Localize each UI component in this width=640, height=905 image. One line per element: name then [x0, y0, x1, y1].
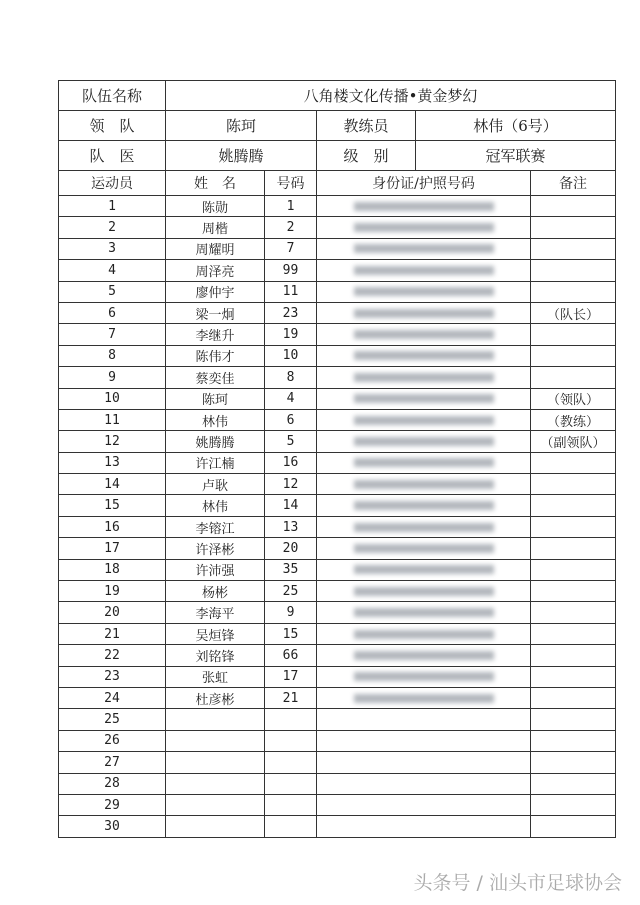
- blurred-id: [354, 458, 494, 467]
- id-number-redacted: [317, 645, 531, 666]
- player-name: [166, 773, 265, 794]
- player-number: 4: [265, 388, 317, 409]
- id-number-redacted: [317, 196, 531, 217]
- athlete-index: 8: [59, 345, 166, 366]
- player-number: 2: [265, 217, 317, 238]
- player-number: [265, 709, 317, 730]
- player-name: 蔡奕佳: [166, 367, 265, 388]
- athlete-index: 28: [59, 773, 166, 794]
- id-number-redacted: [317, 752, 531, 773]
- player-number: 12: [265, 474, 317, 495]
- col-name: 姓 名: [166, 171, 265, 196]
- player-number: 13: [265, 516, 317, 537]
- athlete-index: 15: [59, 495, 166, 516]
- player-name: 李继升: [166, 324, 265, 345]
- id-number-redacted: [317, 345, 531, 366]
- player-name: 林伟: [166, 409, 265, 430]
- table-row: [59, 431, 616, 452]
- player-name: 李海平: [166, 602, 265, 623]
- player-name: [166, 709, 265, 730]
- athlete-index: 7: [59, 324, 166, 345]
- player-number: [265, 816, 317, 837]
- player-number: 1: [265, 196, 317, 217]
- table-row: [59, 238, 616, 259]
- table-row: [59, 794, 616, 815]
- athlete-index: 5: [59, 281, 166, 302]
- athlete-index: 29: [59, 794, 166, 815]
- blurred-id: [354, 544, 494, 553]
- blurred-id: [354, 523, 494, 532]
- table-row: [59, 538, 616, 559]
- player-number: 11: [265, 281, 317, 302]
- note: [531, 345, 616, 366]
- player-name: 林伟: [166, 495, 265, 516]
- player-number: 17: [265, 666, 317, 687]
- note: [531, 474, 616, 495]
- athlete-index: 21: [59, 623, 166, 644]
- note: [531, 324, 616, 345]
- team-name: 八角楼文化传播•黄金梦幻: [166, 81, 616, 111]
- blurred-id: [354, 351, 494, 360]
- note: [531, 217, 616, 238]
- blurred-id: [354, 480, 494, 489]
- athlete-index: 30: [59, 816, 166, 837]
- table-row: [59, 581, 616, 602]
- blurred-id: [354, 244, 494, 253]
- id-number-redacted: [317, 367, 531, 388]
- athlete-index: 14: [59, 474, 166, 495]
- table-row: [59, 495, 616, 516]
- note: [531, 623, 616, 644]
- table-row: [59, 559, 616, 580]
- column-header-row: [59, 171, 616, 196]
- player-number: 66: [265, 645, 317, 666]
- athlete-index: 12: [59, 431, 166, 452]
- player-name: 许江楠: [166, 452, 265, 473]
- level-value: 冠军联赛: [416, 141, 616, 171]
- player-name: [166, 730, 265, 751]
- player-number: 5: [265, 431, 317, 452]
- player-number: 99: [265, 260, 317, 281]
- blurred-id: [354, 694, 494, 703]
- athlete-index: 26: [59, 730, 166, 751]
- table-row: [59, 260, 616, 281]
- athlete-index: 25: [59, 709, 166, 730]
- note: [531, 581, 616, 602]
- athlete-index: 19: [59, 581, 166, 602]
- table-row: [59, 302, 616, 323]
- player-number: 8: [265, 367, 317, 388]
- id-number-redacted: [317, 302, 531, 323]
- player-number: 16: [265, 452, 317, 473]
- player-name: 杨彬: [166, 581, 265, 602]
- player-number: 20: [265, 538, 317, 559]
- player-number: 9: [265, 602, 317, 623]
- note: [531, 709, 616, 730]
- id-number-redacted: [317, 409, 531, 430]
- table-row: [59, 409, 616, 430]
- table-row: [59, 602, 616, 623]
- team-roster-table: [58, 80, 616, 838]
- player-name: [166, 752, 265, 773]
- player-name: 陈珂: [166, 388, 265, 409]
- athlete-index: 4: [59, 260, 166, 281]
- note: [531, 367, 616, 388]
- table-row: [59, 516, 616, 537]
- level-label: 级 别: [317, 141, 416, 171]
- athlete-index: 10: [59, 388, 166, 409]
- player-name: 刘铭锋: [166, 645, 265, 666]
- player-number: [265, 773, 317, 794]
- note: [531, 260, 616, 281]
- player-name: 张虹: [166, 666, 265, 687]
- doctor-row: [59, 141, 616, 171]
- player-name: [166, 816, 265, 837]
- table-row: [59, 452, 616, 473]
- player-name: 周泽亮: [166, 260, 265, 281]
- id-number-redacted: [317, 281, 531, 302]
- player-name: 许泽彬: [166, 538, 265, 559]
- note: [531, 602, 616, 623]
- id-number-redacted: [317, 687, 531, 708]
- table-row: [59, 645, 616, 666]
- blurred-id: [354, 309, 494, 318]
- note: [531, 773, 616, 794]
- player-number: 23: [265, 302, 317, 323]
- athlete-index: 17: [59, 538, 166, 559]
- id-number-redacted: [317, 581, 531, 602]
- blurred-id: [354, 394, 494, 403]
- id-number-redacted: [317, 602, 531, 623]
- athlete-index: 1: [59, 196, 166, 217]
- id-number-redacted: [317, 388, 531, 409]
- athlete-index: 2: [59, 217, 166, 238]
- athlete-index: 27: [59, 752, 166, 773]
- note: [531, 538, 616, 559]
- player-number: 6: [265, 409, 317, 430]
- athlete-index: 24: [59, 687, 166, 708]
- table-row: [59, 217, 616, 238]
- blurred-id: [354, 330, 494, 339]
- table-row: [59, 752, 616, 773]
- note: （教练）: [531, 409, 616, 430]
- blurred-id: [354, 416, 494, 425]
- id-number-redacted: [317, 794, 531, 815]
- id-number-redacted: [317, 666, 531, 687]
- table-row: [59, 345, 616, 366]
- coach-label: 教练员: [317, 111, 416, 141]
- player-name: 许沛强: [166, 559, 265, 580]
- id-number-redacted: [317, 559, 531, 580]
- athlete-index: 18: [59, 559, 166, 580]
- id-number-redacted: [317, 431, 531, 452]
- table-row: [59, 730, 616, 751]
- note: [531, 752, 616, 773]
- table-row: [59, 196, 616, 217]
- athlete-index: 3: [59, 238, 166, 259]
- doctor-label: 队 医: [59, 141, 166, 171]
- athlete-index: 23: [59, 666, 166, 687]
- player-name: 周楷: [166, 217, 265, 238]
- note: [531, 238, 616, 259]
- player-name: 姚腾腾: [166, 431, 265, 452]
- blurred-id: [354, 202, 494, 211]
- col-number: 号码: [265, 171, 317, 196]
- player-name: 梁一炯: [166, 302, 265, 323]
- blurred-id: [354, 587, 494, 596]
- note: （副领队）: [531, 431, 616, 452]
- player-name: 杜彦彬: [166, 687, 265, 708]
- table-row: [59, 816, 616, 837]
- player-number: [265, 794, 317, 815]
- blurred-id: [354, 565, 494, 574]
- id-number-redacted: [317, 452, 531, 473]
- id-number-redacted: [317, 816, 531, 837]
- note: （领队）: [531, 388, 616, 409]
- note: [531, 516, 616, 537]
- team-name-label: 队伍名称: [59, 81, 166, 111]
- table-row: [59, 281, 616, 302]
- player-number: 19: [265, 324, 317, 345]
- player-number: 7: [265, 238, 317, 259]
- table-row: [59, 324, 616, 345]
- leader-label: 领 队: [59, 111, 166, 141]
- note: [531, 281, 616, 302]
- id-number-redacted: [317, 217, 531, 238]
- note: [531, 730, 616, 751]
- athlete-index: 6: [59, 302, 166, 323]
- blurred-id: [354, 608, 494, 617]
- id-number-redacted: [317, 260, 531, 281]
- player-name: 陈勋: [166, 196, 265, 217]
- player-name: 陈伟才: [166, 345, 265, 366]
- blurred-id: [354, 501, 494, 510]
- id-number-redacted: [317, 709, 531, 730]
- player-name: 卢耿: [166, 474, 265, 495]
- id-number-redacted: [317, 538, 531, 559]
- id-number-redacted: [317, 474, 531, 495]
- player-name: 周耀明: [166, 238, 265, 259]
- id-number-redacted: [317, 324, 531, 345]
- col-id: 身份证/护照号码: [317, 171, 531, 196]
- note: [531, 816, 616, 837]
- id-number-redacted: [317, 730, 531, 751]
- athlete-index: 13: [59, 452, 166, 473]
- leader-row: [59, 111, 616, 141]
- leader-value: 陈珂: [166, 111, 317, 141]
- blurred-id: [354, 287, 494, 296]
- id-number-redacted: [317, 773, 531, 794]
- athlete-index: 9: [59, 367, 166, 388]
- table-row: [59, 367, 616, 388]
- table-row: [59, 474, 616, 495]
- table-row: [59, 773, 616, 794]
- blurred-id: [354, 373, 494, 382]
- table-row: [59, 623, 616, 644]
- player-name: 廖仲宇: [166, 281, 265, 302]
- note: [531, 666, 616, 687]
- id-number-redacted: [317, 516, 531, 537]
- player-number: 25: [265, 581, 317, 602]
- athlete-index: 16: [59, 516, 166, 537]
- player-name: 吴烜锋: [166, 623, 265, 644]
- table-row: [59, 388, 616, 409]
- id-number-redacted: [317, 238, 531, 259]
- note: [531, 794, 616, 815]
- note: [531, 495, 616, 516]
- player-number: [265, 752, 317, 773]
- player-number: 21: [265, 687, 317, 708]
- watermark: 头条号 / 汕头市足球协会: [413, 872, 622, 894]
- note: [531, 645, 616, 666]
- doctor-value: 姚腾腾: [166, 141, 317, 171]
- player-name: 李镕江: [166, 516, 265, 537]
- note: [531, 196, 616, 217]
- table-row: [59, 709, 616, 730]
- player-number: 10: [265, 345, 317, 366]
- athlete-index: 20: [59, 602, 166, 623]
- note: [531, 452, 616, 473]
- blurred-id: [354, 630, 494, 639]
- table-row: [59, 687, 616, 708]
- player-number: 15: [265, 623, 317, 644]
- note: [531, 559, 616, 580]
- coach-value: 林伟（6号）: [416, 111, 616, 141]
- athlete-index: 11: [59, 409, 166, 430]
- note: [531, 687, 616, 708]
- id-number-redacted: [317, 495, 531, 516]
- col-note: 备注: [531, 171, 616, 196]
- note: （队长）: [531, 302, 616, 323]
- blurred-id: [354, 266, 494, 275]
- table-row: [59, 666, 616, 687]
- player-name: [166, 794, 265, 815]
- player-number: 14: [265, 495, 317, 516]
- blurred-id: [354, 437, 494, 446]
- blurred-id: [354, 651, 494, 660]
- blurred-id: [354, 223, 494, 232]
- player-number: 35: [265, 559, 317, 580]
- team-name-row: [59, 81, 616, 111]
- athlete-index: 22: [59, 645, 166, 666]
- id-number-redacted: [317, 623, 531, 644]
- player-number: [265, 730, 317, 751]
- col-athlete: 运动员: [59, 171, 166, 196]
- blurred-id: [354, 672, 494, 681]
